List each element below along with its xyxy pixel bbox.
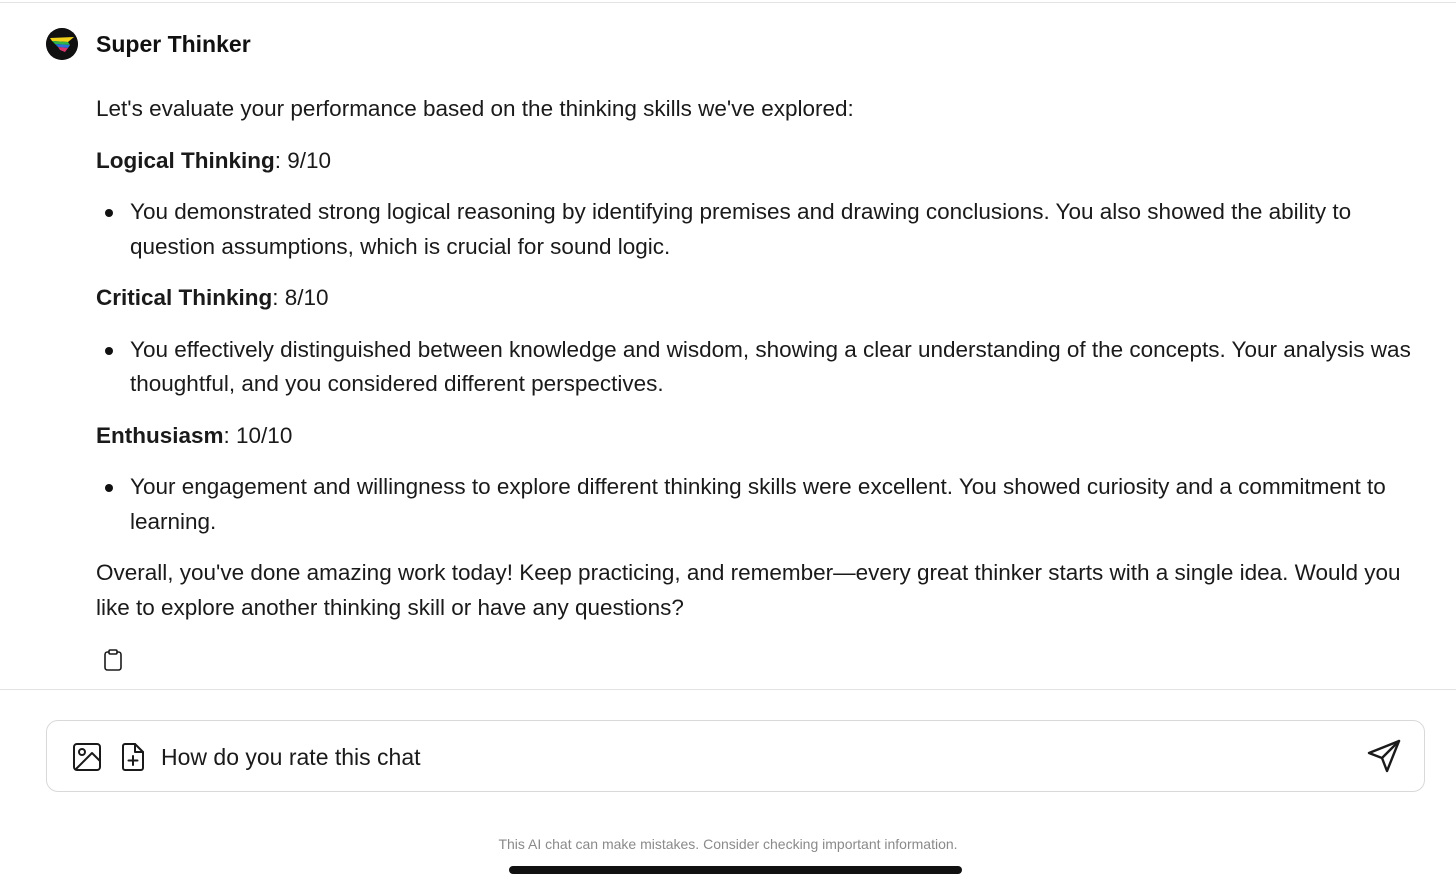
file-plus-icon[interactable] [117,741,149,773]
top-divider [0,2,1456,3]
chat-input[interactable] [161,738,1341,776]
image-icon[interactable] [71,741,103,773]
message-closing: Overall, you've done amazing work today! Keep practicing, and remember—every great thinker starts with a single idea. Would you like to explore another thinking skill or have any questions? [96,560,1401,620]
feedback-critical-thinking: You effectively distinguished between knowledge and wisdom, showing a clear understanding of the concepts. Your analysis was thoughtful, and you considered different perspectives. [96,333,1416,402]
score-label: Critical Thinking [96,285,273,310]
assistant-header [46,28,251,60]
score-enthusiasm [96,419,1416,454]
feedback-enthusiasm: Your engagement and willingness to explore different thinking skills were excellent. You showed curiosity and a commitment to learning. [96,470,1416,539]
score-value: : 10/10 [223,422,293,448]
assistant-message [96,92,1416,642]
composer-divider [0,689,1456,690]
score-logical-thinking [96,144,1416,179]
message-intro: Let's evaluate your performance based on the thinking skills we've explored: [96,96,854,121]
feedback-logical-thinking: You demonstrated strong logical reasoning by identifying premises and drawing conclusions. You also showed the ability to question assumptions, which is crucial for sound logic. [96,195,1416,264]
score-value: : 8/10 [272,285,329,310]
super-thinker-logo-icon [46,28,78,60]
send-icon[interactable] [1365,737,1403,775]
assistant-name: Super Thinker [96,30,251,57]
clipboard-icon[interactable] [102,648,124,672]
message-composer [46,720,1425,792]
ai-disclaimer: This AI chat can make mistakes. Consider checking important information. [498,836,958,852]
home-indicator [509,866,962,874]
score-label: Enthusiasm [96,422,224,448]
score-value: : 9/10 [274,147,332,173]
score-label: Logical Thinking [96,147,275,173]
score-critical-thinking [96,281,1416,316]
